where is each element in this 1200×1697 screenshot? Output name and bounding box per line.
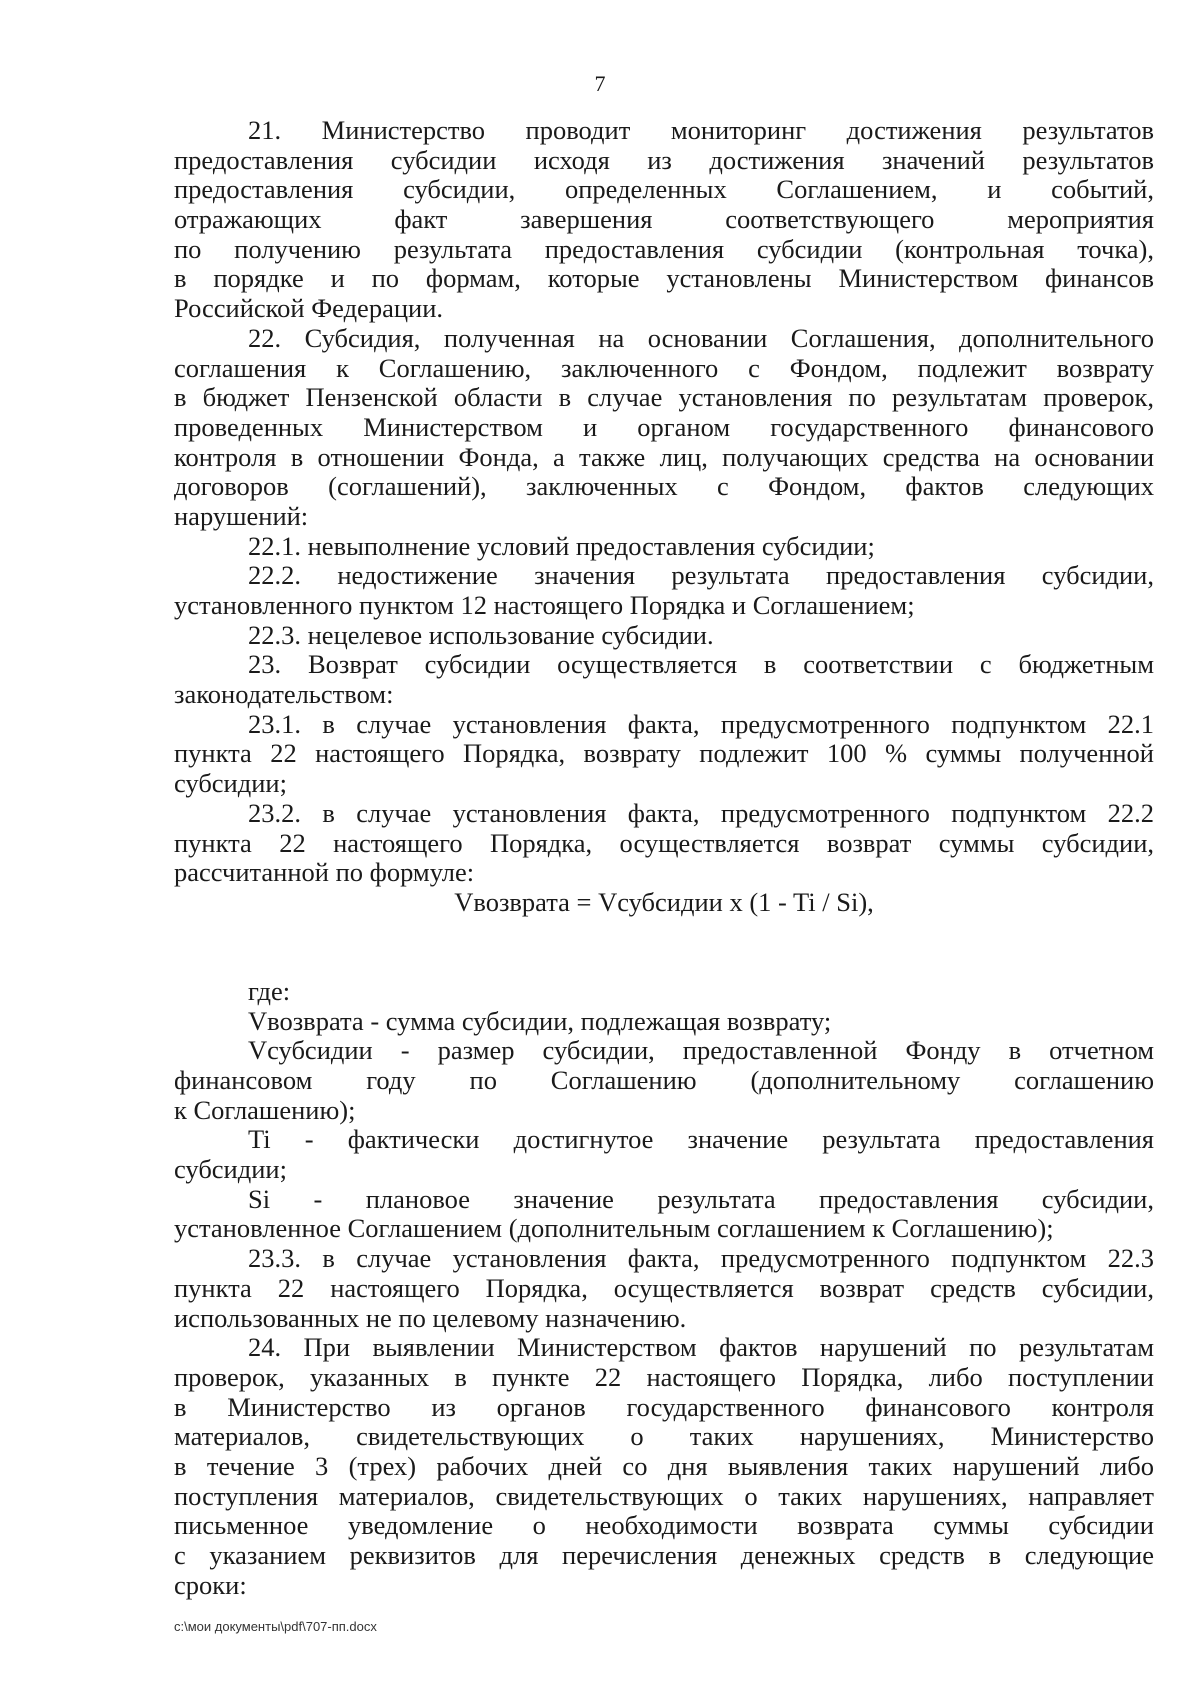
- text-line: проведенных Министерством и органом государственного финансового: [174, 412, 1154, 442]
- text-line: пункта 22 настоящего Порядка, осуществляется возврат средств субсидии,: [174, 1273, 1154, 1303]
- text-line: использованных не по целевому назначению.: [174, 1303, 687, 1333]
- text-line: по получению результата предоставления субсидии (контрольная точка),: [174, 234, 1154, 264]
- text-line: сроки:: [174, 1570, 247, 1600]
- text-line: пункта 22 настоящего Порядка, осуществляется возврат суммы субсидии,: [174, 828, 1154, 858]
- text-line: 21. Министерство проводит мониторинг достижения результатов: [248, 116, 1154, 145]
- text-line: проверок, указанных в пункте 22 настоящего Порядка, либо поступлении: [174, 1362, 1154, 1392]
- text-line: где:: [248, 976, 291, 1006]
- text-line: предоставления субсидии, определенных Соглашением, и событий,: [174, 175, 1154, 205]
- text-line: Ti - фактически достигнутое значение результата предоставления: [248, 1125, 1154, 1155]
- text-line: Si - плановое значение результата предоставления субсидии,: [248, 1184, 1154, 1214]
- text-line: 23.3. в случае установления факта, предусмотренного подпунктом 22.3: [248, 1244, 1154, 1274]
- paragraph-23: [174, 650, 1154, 709]
- paragraph-21: [174, 116, 1154, 324]
- formula-spacer: [174, 918, 1154, 977]
- document-body: [174, 116, 1154, 1600]
- footer-file-path: c:\мои документы\pdf\707-пп.docx: [174, 1619, 377, 1634]
- paragraph-24: [174, 1333, 1154, 1600]
- paragraph-22-2: [174, 561, 1154, 620]
- text-line: предоставления субсидии исходя из достижения значений результатов: [174, 145, 1154, 175]
- text-line: 22.1. невыполнение условий предоставления субсидии;: [248, 531, 875, 561]
- text-line: в порядке и по формам, которые установлены Министерством финансов: [174, 264, 1154, 294]
- paragraph-23-1: [174, 710, 1154, 799]
- text-line: установленного пунктом 12 настоящего Порядка и Соглашением;: [174, 591, 915, 620]
- paragraph-23-3: [174, 1244, 1154, 1333]
- page-number: 7: [594, 71, 606, 96]
- text-line: отражающих факт завершения соответствующего мероприятия: [174, 205, 1154, 235]
- paragraph-22-3: [174, 621, 1154, 651]
- text-line: 22.2. недостижение значения результата предоставления субсидии,: [248, 561, 1154, 591]
- text-line: субсидии;: [174, 769, 287, 799]
- text-line: Vсубсидии - размер субсидии, предоставленной Фонду в отчетном: [248, 1036, 1154, 1066]
- text-line: в бюджет Пензенской области в случае установления по результатам проверок,: [174, 383, 1154, 413]
- formula: Vвозврата = Vсубсидии x (1 - Ti / Si),: [454, 887, 874, 917]
- text-line: нарушений:: [174, 501, 309, 531]
- paragraph-22-1: [174, 532, 1154, 562]
- text-line: субсидии;: [174, 1155, 287, 1185]
- text-line: 24. При выявлении Министерством фактов нарушений по результатам: [248, 1333, 1154, 1363]
- text-line: финансовом году по Соглашению (дополнительному соглашению: [174, 1066, 1154, 1096]
- text-line: Российской Федерации.: [174, 294, 443, 324]
- text-line: законодательством:: [174, 680, 394, 710]
- text-line: 22.3. нецелевое использование субсидии.: [248, 620, 714, 650]
- definition-v-return: [174, 1007, 1154, 1037]
- text-line: письменное уведомление о необходимости возврата суммы субсидии: [174, 1511, 1154, 1541]
- text-line: договоров (соглашений), заключенных с Фондом, фактов следующих: [174, 472, 1154, 502]
- paragraph-22: [174, 324, 1154, 532]
- text-line: пункта 22 настоящего Порядка, возврату подлежит 100 % суммы полученной: [174, 739, 1154, 769]
- text-line: соглашения к Соглашению, заключенного с Фондом, подлежит возврату: [174, 353, 1154, 383]
- text-line: 23.2. в случае установления факта, предусмотренного подпунктом 22.2: [248, 798, 1154, 828]
- text-line: с указанием реквизитов для перечисления денежных средств в следующие: [174, 1541, 1154, 1571]
- text-line: в Министерство из органов государственного финансового контроля: [174, 1392, 1154, 1422]
- text-line: Vвозврата - сумма субсидии, подлежащая возврату;: [248, 1006, 832, 1036]
- text-line: 23. Возврат субсидии осуществляется в соответствии с бюджетным: [248, 650, 1154, 680]
- text-line: поступления материалов, свидетельствующих о таких нарушениях, направляет: [174, 1481, 1154, 1511]
- text-line: материалов, свидетельствующих о таких нарушениях, Министерство: [174, 1422, 1154, 1452]
- paragraph-23-2: [174, 799, 1154, 888]
- text-line: в течение 3 (трех) рабочих дней со дня выявления таких нарушений либо: [174, 1451, 1154, 1481]
- text-line: к Соглашению);: [174, 1095, 356, 1125]
- where-label: [174, 977, 1154, 1007]
- text-line: рассчитанной по формуле:: [174, 858, 475, 888]
- definition-si: [174, 1185, 1154, 1244]
- definition-ti: [174, 1125, 1154, 1184]
- text-line: установленное Соглашением (дополнительным соглашением к Соглашению);: [174, 1214, 1054, 1244]
- definition-v-subsidy: [174, 1036, 1154, 1125]
- text-line: 22. Субсидия, полученная на основании Соглашения, дополнительного: [248, 323, 1154, 353]
- text-line: 23.1. в случае установления факта, предусмотренного подпунктом 22.1: [248, 709, 1154, 739]
- text-line: контроля в отношении Фонда, а также лиц, получающих средства на основании: [174, 442, 1154, 472]
